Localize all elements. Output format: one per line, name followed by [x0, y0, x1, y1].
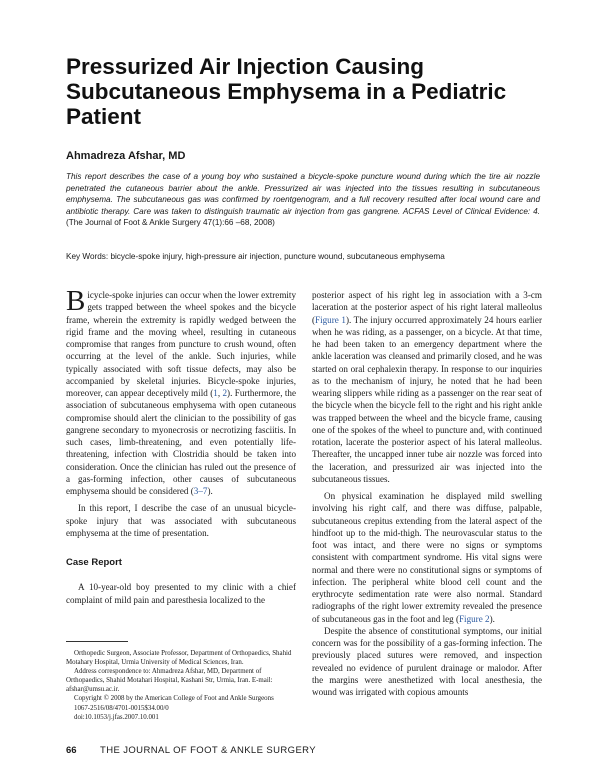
- intro-text-end: ).: [207, 486, 213, 496]
- exam-text: On physical examination he displayed mild swelling involving his right calf, and there was diffuse, palpable, subcutaneous crepitus extending from the lateral aspect of the hindfoot up to the mid-thigh. The neurovascular status to the foot was intact, and there were no signs or symptoms consistent with compartment syndrome. His vital signs were normal and there were no constitutional signs or symptoms of infection. The peripheral white blood cell count and the erythrocyte sedimentation rate were also normal. Standard radiographs of the right lower extremity revealed the presence of subcutaneous gas in the foot and leg (: [312, 491, 542, 624]
- reference-link-2[interactable]: 2: [222, 388, 228, 398]
- treatment-paragraph: Despite the absence of constitutional symptoms, our initial concern was for the possibility of a gas-forming infection. The previously placed sutures were removed, and inspection revealed no evidence of purulent drainage or malodor. After the margins were anesthetized with local anesthesia, the wound was irrigated with copious amounts: [312, 625, 542, 697]
- intro-text: icycle-spoke injuries can occur when the lower extremity gets trapped between the wheel spokes and the bicycle frame, wherein the extremity is rapidly wedged between the rigid frame and the moving wheel, resulting in cutaneous compromise that ranges from puncture to crush wound, often occurring at the level of the ankle. Such injuries, while typically associated with soft tissue defects, may also be accompanied by skeletal injuries. Bicycle-spoke injuries, moreover, can appear deceptively mild (: [66, 290, 296, 398]
- reference-link-3-7[interactable]: 3–7: [193, 486, 208, 496]
- ref-separator: ,: [217, 388, 223, 398]
- footnote-correspondence: Address correspondence to: Ahmadreza Afshar, MD, Department of Orthopaedics, Shahid Motahari Hospital, Kashani Str, Urmia, Iran. E-mail: afshar@umsu.ac.ir.: [66, 668, 273, 694]
- case-text-cont: ). The injury occurred approximately 24 hours earlier when he was riding, as a passenger, on a bicycle. At that time, he had been taken to an emergency department where the ankle laceration was cleansed and primarily closed, and he was started on oral cephalexin therapy. In response to our inquiries as to the mechanism of injury, he noted that he had been wearing slippers while riding as a passenger on the rear seat of the bicycle when the bicycle fell to the right and his right ankle was trapped between the wheel and the bicycle frame, causing one of the spokes of the wheel to puncture and, with continued rotation, lacerate the posterior aspect of his lateral malleolus. Thereafter, the uncapped inner tube air nozzle was forced into the laceration, and pressurized air was injected into the subcutaneous tissues.: [312, 314, 542, 484]
- footnote-issn: 1067-2516/08/4701-0015$34.00/0: [74, 704, 169, 712]
- left-column: [66, 285, 297, 606]
- footnote-divider: [66, 641, 128, 642]
- intro-text-cont: ). Furthermore, the association of subcutaneous emphysema with open cutaneous compromise should alert the clinician to the possibility of gas gangrene secondary to myonecrosis or necrotizing fasciitis. In such cases, limb-threatening, and even potentially life-threatening, infection with Clostridia should be taken into consideration. Once the clinician has ruled out the presence of a gas-forming infection, other causes of subcutaneous emphysema should be considered (: [66, 388, 297, 496]
- journal-name: THE JOURNAL OF FOOT & ANKLE SURGERY: [100, 745, 317, 756]
- author-name: Ahmadreza Afshar, MD: [66, 150, 186, 162]
- footnote-affiliation: Orthopedic Surgeon, Associate Professor, Department of Orthopaedics, Shahid Motahary Hospital, Urmia University of Medical Sciences, Iran.: [66, 650, 292, 667]
- exam-paragraph: [312, 490, 542, 625]
- intro-paragraph: [66, 285, 297, 497]
- page-number: 66: [66, 745, 77, 756]
- case-text: posterior aspect of his right leg in association with a 3-cm laceration at the posterior aspect of his right lateral malleolus (: [312, 290, 542, 325]
- case-paragraph-start: A 10-year-old boy presented to my clinic with a chief complaint of mild pain and paresthesia localized to the: [66, 582, 296, 605]
- journal-citation: (The Journal of Foot & Ankle Surgery 47(1):66 –68, 2008): [66, 218, 275, 228]
- case-paragraph-cont: [312, 289, 542, 485]
- exam-text-end: ).: [489, 613, 495, 624]
- right-column: [312, 289, 542, 698]
- page-footer: [66, 745, 316, 756]
- figure-1-link[interactable]: Figure 1: [315, 314, 346, 325]
- keywords: Key Words: bicycle-spoke injury, high-pressure air injection, puncture wound, subcutaneous emphysema: [66, 252, 445, 261]
- footnote-doi: doi:10.1053/j.jfas.2007.10.001: [74, 713, 159, 721]
- purpose-paragraph: In this report, I describe the case of an unusual bicycle-spoke injury that was associated with subcutaneous emphysema at the time of presentation.: [66, 503, 296, 538]
- reference-link-1[interactable]: 1: [213, 388, 218, 398]
- article-title: Pressurized Air Injection Causing Subcutaneous Emphysema in a Pediatric Patient: [66, 54, 507, 129]
- drop-cap: B: [66, 285, 86, 317]
- section-heading-case-report: Case Report: [66, 557, 122, 568]
- abstract-text: This report describes the case of a young boy who sustained a bicycle-spoke puncture wound during which the tire air nozzle penetrated the cutaneous barrier about the ankle. Pressurized air was injected into the tissues resulting in subcutaneous emphysema. The subcutaneous gas was confirmed by roentgenogram, and a full recovery resulted after local wound care and antibiotic therapy. Care was taken to distinguish traumatic air injection from gas gangrene. ACFAS Level of Clinical Evidence: 4.: [66, 172, 540, 216]
- footnotes: [66, 649, 296, 722]
- footnote-copyright: Copyright © 2008 by the American College of Foot and Ankle Surgeons: [74, 695, 274, 703]
- figure-2-link[interactable]: Figure 2: [458, 613, 490, 624]
- abstract: [66, 171, 540, 229]
